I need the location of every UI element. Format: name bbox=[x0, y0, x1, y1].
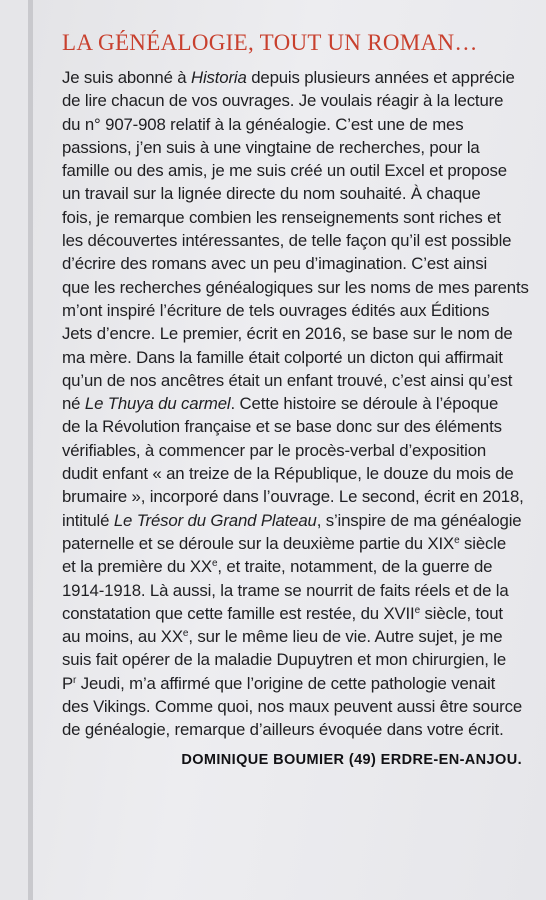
column-divider bbox=[28, 0, 33, 900]
text-segment: constatation que cette famille est restée, du XVII bbox=[62, 603, 415, 623]
text-segment: au moins, au XX bbox=[62, 627, 183, 647]
text-segment: Jeudi, m’a affirmé que l’origine de cette pathologie venait bbox=[76, 673, 496, 693]
text-line bbox=[62, 276, 530, 299]
text-line bbox=[62, 159, 530, 182]
text-segment: Je suis abonné à bbox=[62, 68, 191, 87]
text-line bbox=[62, 89, 530, 112]
text-segment: de la Révolution française et se base donc sur des éléments bbox=[62, 417, 502, 437]
text-segment: suis fait opérer de la maladie Dupuytren et mon chirurgien, le bbox=[62, 650, 507, 670]
text-segment: P bbox=[62, 673, 74, 693]
text-segment: ma mère. Dans la famille était colporté un dicton qui affirmait bbox=[62, 347, 503, 367]
text-line bbox=[62, 369, 530, 392]
text-segment: de lire chacun de vos ouvrages. Je voulais réagir à la lecture bbox=[62, 91, 504, 111]
page-margin bbox=[0, 0, 28, 900]
text-line bbox=[62, 555, 530, 578]
superscript: e bbox=[211, 558, 218, 570]
text-segment: les découvertes intéressantes, de telle façon qu’il est possible bbox=[62, 231, 512, 251]
text-segment: que les recherches généalogiques sur les noms de mes parents bbox=[62, 277, 529, 297]
text-segment: . Cette histoire se déroule à l’époque bbox=[230, 394, 499, 414]
text-line bbox=[62, 182, 530, 205]
text-line bbox=[62, 136, 530, 159]
text-segment: né bbox=[62, 394, 85, 414]
text-segment: m’ont inspiré l’écriture de tels ouvrages édités aux Éditions bbox=[62, 300, 490, 320]
text-segment: Jets d’encre. Le premier, écrit en 2016, se base sur le nom de bbox=[62, 324, 513, 344]
text-segment: depuis plusieurs années et apprécie bbox=[246, 68, 515, 87]
text-line bbox=[62, 602, 530, 625]
text-segment: fois, je remarque combien les renseignements sont riches et bbox=[62, 207, 501, 227]
text-line bbox=[62, 695, 530, 718]
text-segment: d’écrire des romans avec un peu d’imagination. C’est ainsi bbox=[62, 254, 488, 274]
text-line bbox=[62, 579, 530, 602]
text-line bbox=[62, 229, 530, 252]
text-segment: siècle bbox=[459, 533, 507, 553]
text-segment: brumaire », incorporé dans l’ouvrage. Le second, écrit en 2018, bbox=[62, 487, 524, 507]
text-line bbox=[62, 206, 530, 229]
letter-body bbox=[62, 66, 530, 742]
text-line bbox=[62, 113, 530, 136]
text-line bbox=[62, 322, 530, 345]
superscript: e bbox=[182, 628, 189, 640]
text-segment: un travail sur la lignée directe du nom souhaité. À chaque bbox=[62, 184, 481, 204]
text-line bbox=[62, 672, 530, 695]
text-segment: vérifiables, à commencer par le procès-verbal d’exposition bbox=[62, 440, 487, 460]
text-segment: , sur le même lieu de vie. Autre sujet, je me bbox=[188, 627, 503, 647]
text-segment: du n° 907-908 relatif à la généalogie. C’est une de mes bbox=[62, 114, 464, 134]
text-line bbox=[62, 439, 530, 462]
text-segment: de généalogie, remarque d’ailleurs évoquée dans votre écrit. bbox=[62, 720, 504, 740]
text-segment: , s’inspire de ma généalogie bbox=[316, 510, 522, 530]
text-segment: , et traite, notamment, de la guerre de bbox=[217, 557, 493, 577]
book-title: Le Thuya du carmel bbox=[84, 394, 231, 414]
book-title: Le Trésor du Grand Plateau bbox=[113, 510, 317, 530]
text-line bbox=[62, 648, 530, 671]
text-segment: qu’un de nos ancêtres était un enfant trouvé, c’est ainsi qu’est bbox=[62, 370, 513, 390]
text-line bbox=[62, 392, 530, 415]
text-line bbox=[62, 462, 530, 485]
text-segment: intitulé bbox=[62, 510, 114, 530]
text-line bbox=[62, 625, 530, 648]
text-segment: 1914-1918. Là aussi, la trame se nourrit de faits réels et de la bbox=[62, 580, 509, 600]
superscript: r bbox=[73, 674, 77, 686]
text-line bbox=[62, 66, 530, 89]
text-line bbox=[62, 485, 530, 508]
book-title: Historia bbox=[191, 68, 247, 87]
text-segment: passions, j’en suis à une vingtaine de recherches, pour la bbox=[62, 137, 480, 157]
text-line bbox=[62, 718, 530, 741]
superscript: e bbox=[414, 604, 420, 616]
letter-signature: DOMINIQUE BOUMIER (49) ERDRE-EN-ANJOU. bbox=[181, 751, 522, 768]
superscript: e bbox=[454, 534, 460, 546]
text-line bbox=[62, 252, 530, 275]
text-line bbox=[62, 415, 530, 438]
text-line bbox=[62, 299, 530, 322]
letter-title: LA GÉNÉALOGIE, TOUT UN ROMAN… bbox=[62, 30, 478, 55]
text-segment: paternelle et se déroule sur la deuxième partie du XIX bbox=[62, 533, 455, 553]
text-segment: siècle, tout bbox=[420, 603, 503, 623]
text-segment: et la première du XX bbox=[62, 557, 212, 577]
text-line bbox=[62, 346, 530, 369]
text-segment: famille ou des amis, je me suis créé un outil Excel et propose bbox=[62, 161, 507, 181]
text-line bbox=[62, 509, 530, 532]
reader-letter bbox=[62, 28, 530, 768]
text-segment: des Vikings. Comme quoi, nos maux peuvent aussi être source bbox=[62, 697, 523, 717]
text-segment: dudit enfant « an treize de la République, le douze du mois de bbox=[62, 464, 514, 484]
text-line bbox=[62, 532, 530, 555]
